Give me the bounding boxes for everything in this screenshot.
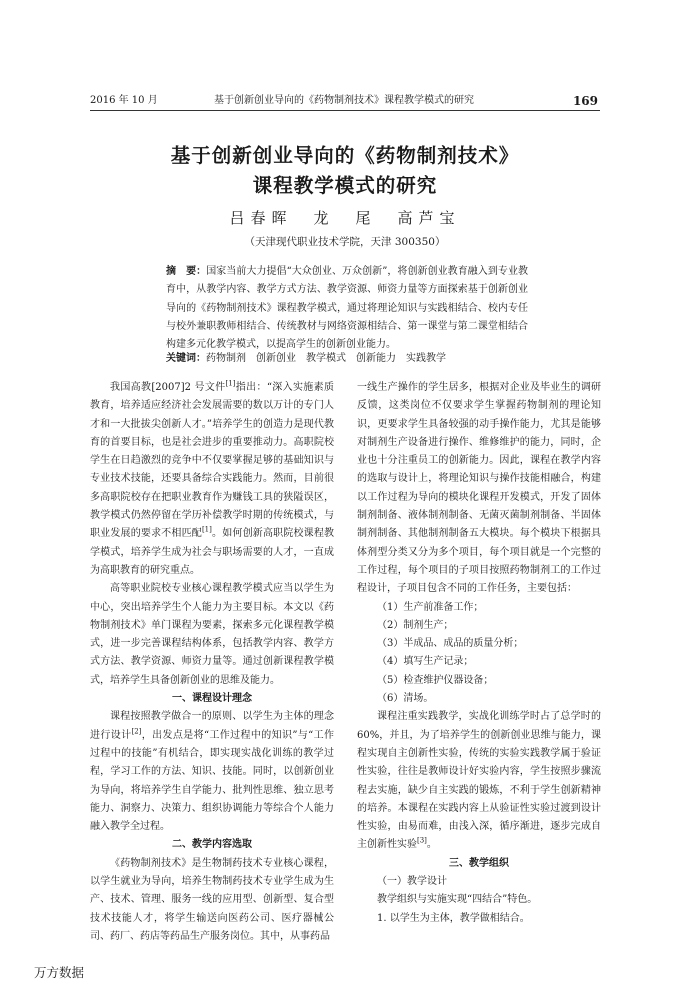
- issue-date: 2016 年 10 月: [90, 95, 158, 106]
- affiliation: （天津现代职业技术学院，天津 300350）: [244, 236, 446, 248]
- section-heading: 一、课程设计理念: [172, 693, 252, 705]
- header-rule: [90, 110, 600, 111]
- paragraph: 一线生产操作的学生居多，根据对企业及毕业生的调研反馈，这类岗位不仅要求学生掌握药物制剂的理论知识，更要求学生具备较强的动手操作能力，尤其是能够对制剂生产设备进行操作、维修维护的能力，同时，企业也十分注重员工的创新能力。因此，课程在教学内容的选取与设计上，将理论知识与操作技能相融合，构建以工作过程为导向的模块化课程开发模式，开发了固体制剂制备、液体制剂制备、无菌灭菌制剂制备、半固体制剂制备、其他制剂制备五大模块。每个模块下根据具体剂型分类又分为多个项目，每个项目就是一个完整的工作过程，每个项目的子项目按照药物制剂工的工作过程设计，子项目包含不同的工作任务，主要包括：: [357, 382, 601, 595]
- list-item: （5）检查维护仪器设备；: [377, 674, 494, 686]
- list-item: （4）填写生产记录；: [377, 656, 474, 668]
- paper-title: [90, 141, 600, 201]
- right-column: [357, 379, 601, 928]
- authors: 吕春晖 龙 尾 高芦宝: [229, 209, 461, 227]
- keywords-text: 药物制剂 创新创业 教学模式 创新能力 实践教学: [206, 353, 446, 364]
- list-item: （6）清场。: [377, 693, 434, 705]
- list-item: （1）生产前准备工作；: [377, 601, 484, 613]
- paragraph: 教学组织与实施实现“四结合”特色。: [377, 894, 538, 906]
- paragraph: 课程注重实践教学，实战化训练学时占了总学时的 60%，并且，为了培养学生的创新创业思维与能力，课程实现自主创新性实验，传统的实验实践教学属于验证性实验，往往是教师设计好实验内容，学生按照步骤流程去实施，缺少自主实践的锻炼，不利于学生创新精神的培养。本课程在实践内容上从验证性实验过渡到设计性实验，由易而难，由浅入深，循序渐进，逐步完成自主创新性实验[3]。: [357, 711, 601, 851]
- title-line-2: 课程教学模式的研究: [252, 174, 438, 197]
- keywords-label: 关键词：: [166, 353, 206, 364]
- list-item: （2）制剂生产；: [377, 619, 454, 631]
- title-line-1: 基于创新创业导向的《药物制剂技术》: [170, 144, 520, 167]
- citation: [1]: [225, 379, 236, 388]
- section-heading: 二、教学内容选取: [172, 839, 252, 851]
- paragraph: 高等职业院校专业核心课程教学模式应当以学生为中心，突出培养学生个人能力为主要目标。本文以《药物制剂技术》单门课程为要素，探索多元化课程教学模式，进一步完善课程结构体系，包括教学内容、教学方式方法、教学资源、师资力量等。通过创新课程教学模式，培养学生具备创新创业的思维及能力。: [90, 583, 334, 686]
- footer-watermark: 万方数据: [34, 965, 85, 980]
- citation: [1]: [201, 526, 212, 535]
- citation: [3]: [417, 837, 427, 846]
- paragraph: 我国高教[2007]2 号文件[1]指出：“深入实施素质教育，培养适应经济社会发展需要的数以万计的专门人才和一大批拔尖创新人才。”培养学生的创造力是现代教育的首要目标，也是社会进步的重要推动力。高职院校学生在日趋激烈的竞争中不仅要掌握足够的基础知识与专业技术技能，还要具备综合实践能力。然而，目前很多高职院校存在把职业教育作为赚钱工具的狭隘误区，教学模式仍然停留在学历补偿教学时期的传统模式，与职业发展的要求不相匹配[1]。如何创新高职院校课程教学模式，培养学生成为社会与职场需要的人才，一直成为高职教育的研究重点。: [90, 379, 335, 576]
- abstract-label: 摘 要：: [166, 266, 207, 277]
- running-header: [90, 92, 598, 110]
- subsection-heading: （一）教学设计: [377, 876, 447, 888]
- keywords: [166, 350, 528, 368]
- abstract: [166, 263, 528, 354]
- list-item: （3）半成品、成品的质量分析；: [377, 638, 524, 650]
- paragraph: 《药物制剂技术》是生物制药技术专业核心课程，以学生就业为导向，培养生物制药技术专业学生成为生产、技术、管理、服务一线的应用型、创新型、复合型技术技能人才，将学生输送向医药公司、医疗器械公司、药厂、药店等药品生产服务岗位。其中，从事药品: [90, 857, 334, 942]
- paragraph: 1. 以学生为主体，教学做相结合。: [377, 912, 530, 924]
- paragraph: 课程按照教学做合一的原则、以学生为主体的理念进行设计[2]，出发点是将“工作过程中的知识”与“工作过程中的技能”有机结合，即实现实战化训练的教学过程，学习工作的方法、知识、技能。同时，以创新创业为导向，将培养学生自学能力、批判性思维、独立思考能力、洞察力、决策力、组织协调能力等综合个人能力融入教学全过程。: [90, 711, 335, 833]
- section-heading: 三、教学组织: [449, 857, 509, 869]
- page-number: 169: [572, 94, 598, 108]
- running-title: 基于创新创业导向的《药物制剂技术》课程教学模式的研究: [214, 95, 474, 106]
- citation: [2]: [131, 727, 142, 736]
- left-column: [90, 379, 334, 946]
- abstract-text: 国家当前大力提倡“大众创业、万众创新”，将创新创业教育融入到专业教育中，从教学内容、教学方式方法、教学资源、师资力量等方面探索基于创新创业导向的《药物制剂技术》课程教学模式，通过将理论知识与实践相结合、校内专任与校外兼职教师相结合、传统教材与网络资源相结合、第一课堂与第二课堂相结合构建多元化教学模式，以提高学生的创新创业能力。: [166, 266, 528, 351]
